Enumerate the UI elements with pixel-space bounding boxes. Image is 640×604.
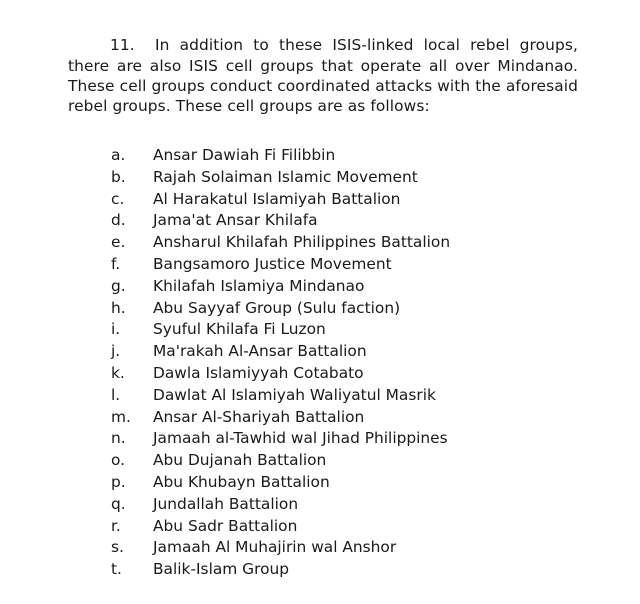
- list-item-name: Abu Dujanah Battalion: [153, 451, 327, 470]
- list-item: [0, 363, 640, 385]
- list-item-name: Bangsamoro Justice Movement: [153, 254, 392, 273]
- list-item-name: Abu Sadr Battalion: [153, 516, 298, 535]
- list-item-name: Ma'rakah Al-Ansar Battalion: [153, 342, 367, 361]
- list-item-letter: t.: [111, 560, 122, 579]
- list-item-name: Al Harakatul Islamiyah Battalion: [153, 189, 401, 208]
- list-item: [0, 472, 640, 494]
- list-item: [0, 189, 640, 211]
- list-item-letter: r.: [111, 516, 121, 535]
- list-item-letter: c.: [111, 189, 125, 208]
- list-item-name: Abu Sayyaf Group (Sulu faction): [153, 298, 401, 317]
- list-item: [0, 428, 640, 450]
- list-item: [0, 559, 640, 581]
- list-item-letter: h.: [111, 298, 126, 317]
- list-item: [0, 407, 640, 429]
- list-item-name: Rajah Solaiman Islamic Movement: [153, 167, 418, 186]
- list-item-letter: k.: [111, 363, 125, 382]
- list-item: [0, 254, 640, 276]
- list-item-letter: p.: [111, 472, 126, 491]
- list-item: [0, 210, 640, 232]
- list-item: [0, 450, 640, 472]
- list-item: [0, 516, 640, 538]
- list-item-letter: f.: [111, 254, 121, 273]
- list-item-name: Jamaah Al Muhajirin wal Anshor: [153, 538, 397, 557]
- list-item-letter: a.: [111, 146, 126, 164]
- list-item: [0, 232, 640, 254]
- list-item-letter: e.: [111, 233, 126, 252]
- list-item-name: Dawla Islamiyyah Cotabato: [153, 363, 364, 382]
- list-item-letter: d.: [111, 211, 126, 230]
- list-item-letter: s.: [111, 538, 124, 557]
- paragraph-number: 11.: [110, 36, 135, 55]
- list-item: [0, 341, 640, 363]
- list-item-letter: b.: [111, 167, 126, 186]
- list-item-name: Dawlat Al Islamiyah Waliyatul Masrik: [153, 385, 436, 404]
- list-item-name: Balik-Islam Group: [153, 560, 290, 579]
- list-item-letter: q.: [111, 494, 126, 513]
- list-item-name: Jamaah al-Tawhid wal Jihad Philippines: [153, 429, 448, 448]
- list-item-letter: n.: [111, 429, 126, 448]
- list-item-name: Ansar Al-Shariyah Battalion: [153, 407, 365, 426]
- list-item-letter: l.: [111, 385, 121, 404]
- list-item: [0, 385, 640, 407]
- paragraph-text: In addition to these ISIS-linked local rebel groups, there are also ISIS cell groups that operate all over Mindanao. These cell groups conduct coordinated attacks with the aforesaid rebel groups. These cell groups are as follows:: [68, 36, 578, 115]
- list-item-name: Ansar Dawiah Fi Filibbin: [153, 146, 336, 164]
- list-item-name: Ansharul Khilafah Philippines Battalion: [153, 233, 451, 252]
- list-item-name: Khilafah Islamiya Mindanao: [153, 276, 365, 295]
- list-item-name: Syuful Khilafa Fi Luzon: [153, 320, 326, 339]
- list-item-letter: j.: [111, 342, 121, 361]
- list-item: [0, 276, 640, 298]
- list-item-name: Jundallah Battalion: [153, 494, 299, 513]
- list-item-letter: m.: [111, 407, 131, 426]
- cell-group-list: [0, 145, 640, 581]
- list-item-name: Abu Khubayn Battalion: [153, 472, 330, 491]
- list-item-letter: g.: [111, 276, 126, 295]
- list-item-letter: o.: [111, 451, 126, 470]
- paragraph-11: [68, 35, 578, 116]
- list-item: [0, 537, 640, 559]
- list-item-letter: i.: [111, 320, 121, 339]
- list-item: [0, 319, 640, 341]
- list-item: [0, 298, 640, 320]
- list-item: [0, 145, 640, 167]
- list-item: [0, 494, 640, 516]
- list-item-name: Jama'at Ansar Khilafa: [153, 211, 318, 230]
- list-item: [0, 167, 640, 189]
